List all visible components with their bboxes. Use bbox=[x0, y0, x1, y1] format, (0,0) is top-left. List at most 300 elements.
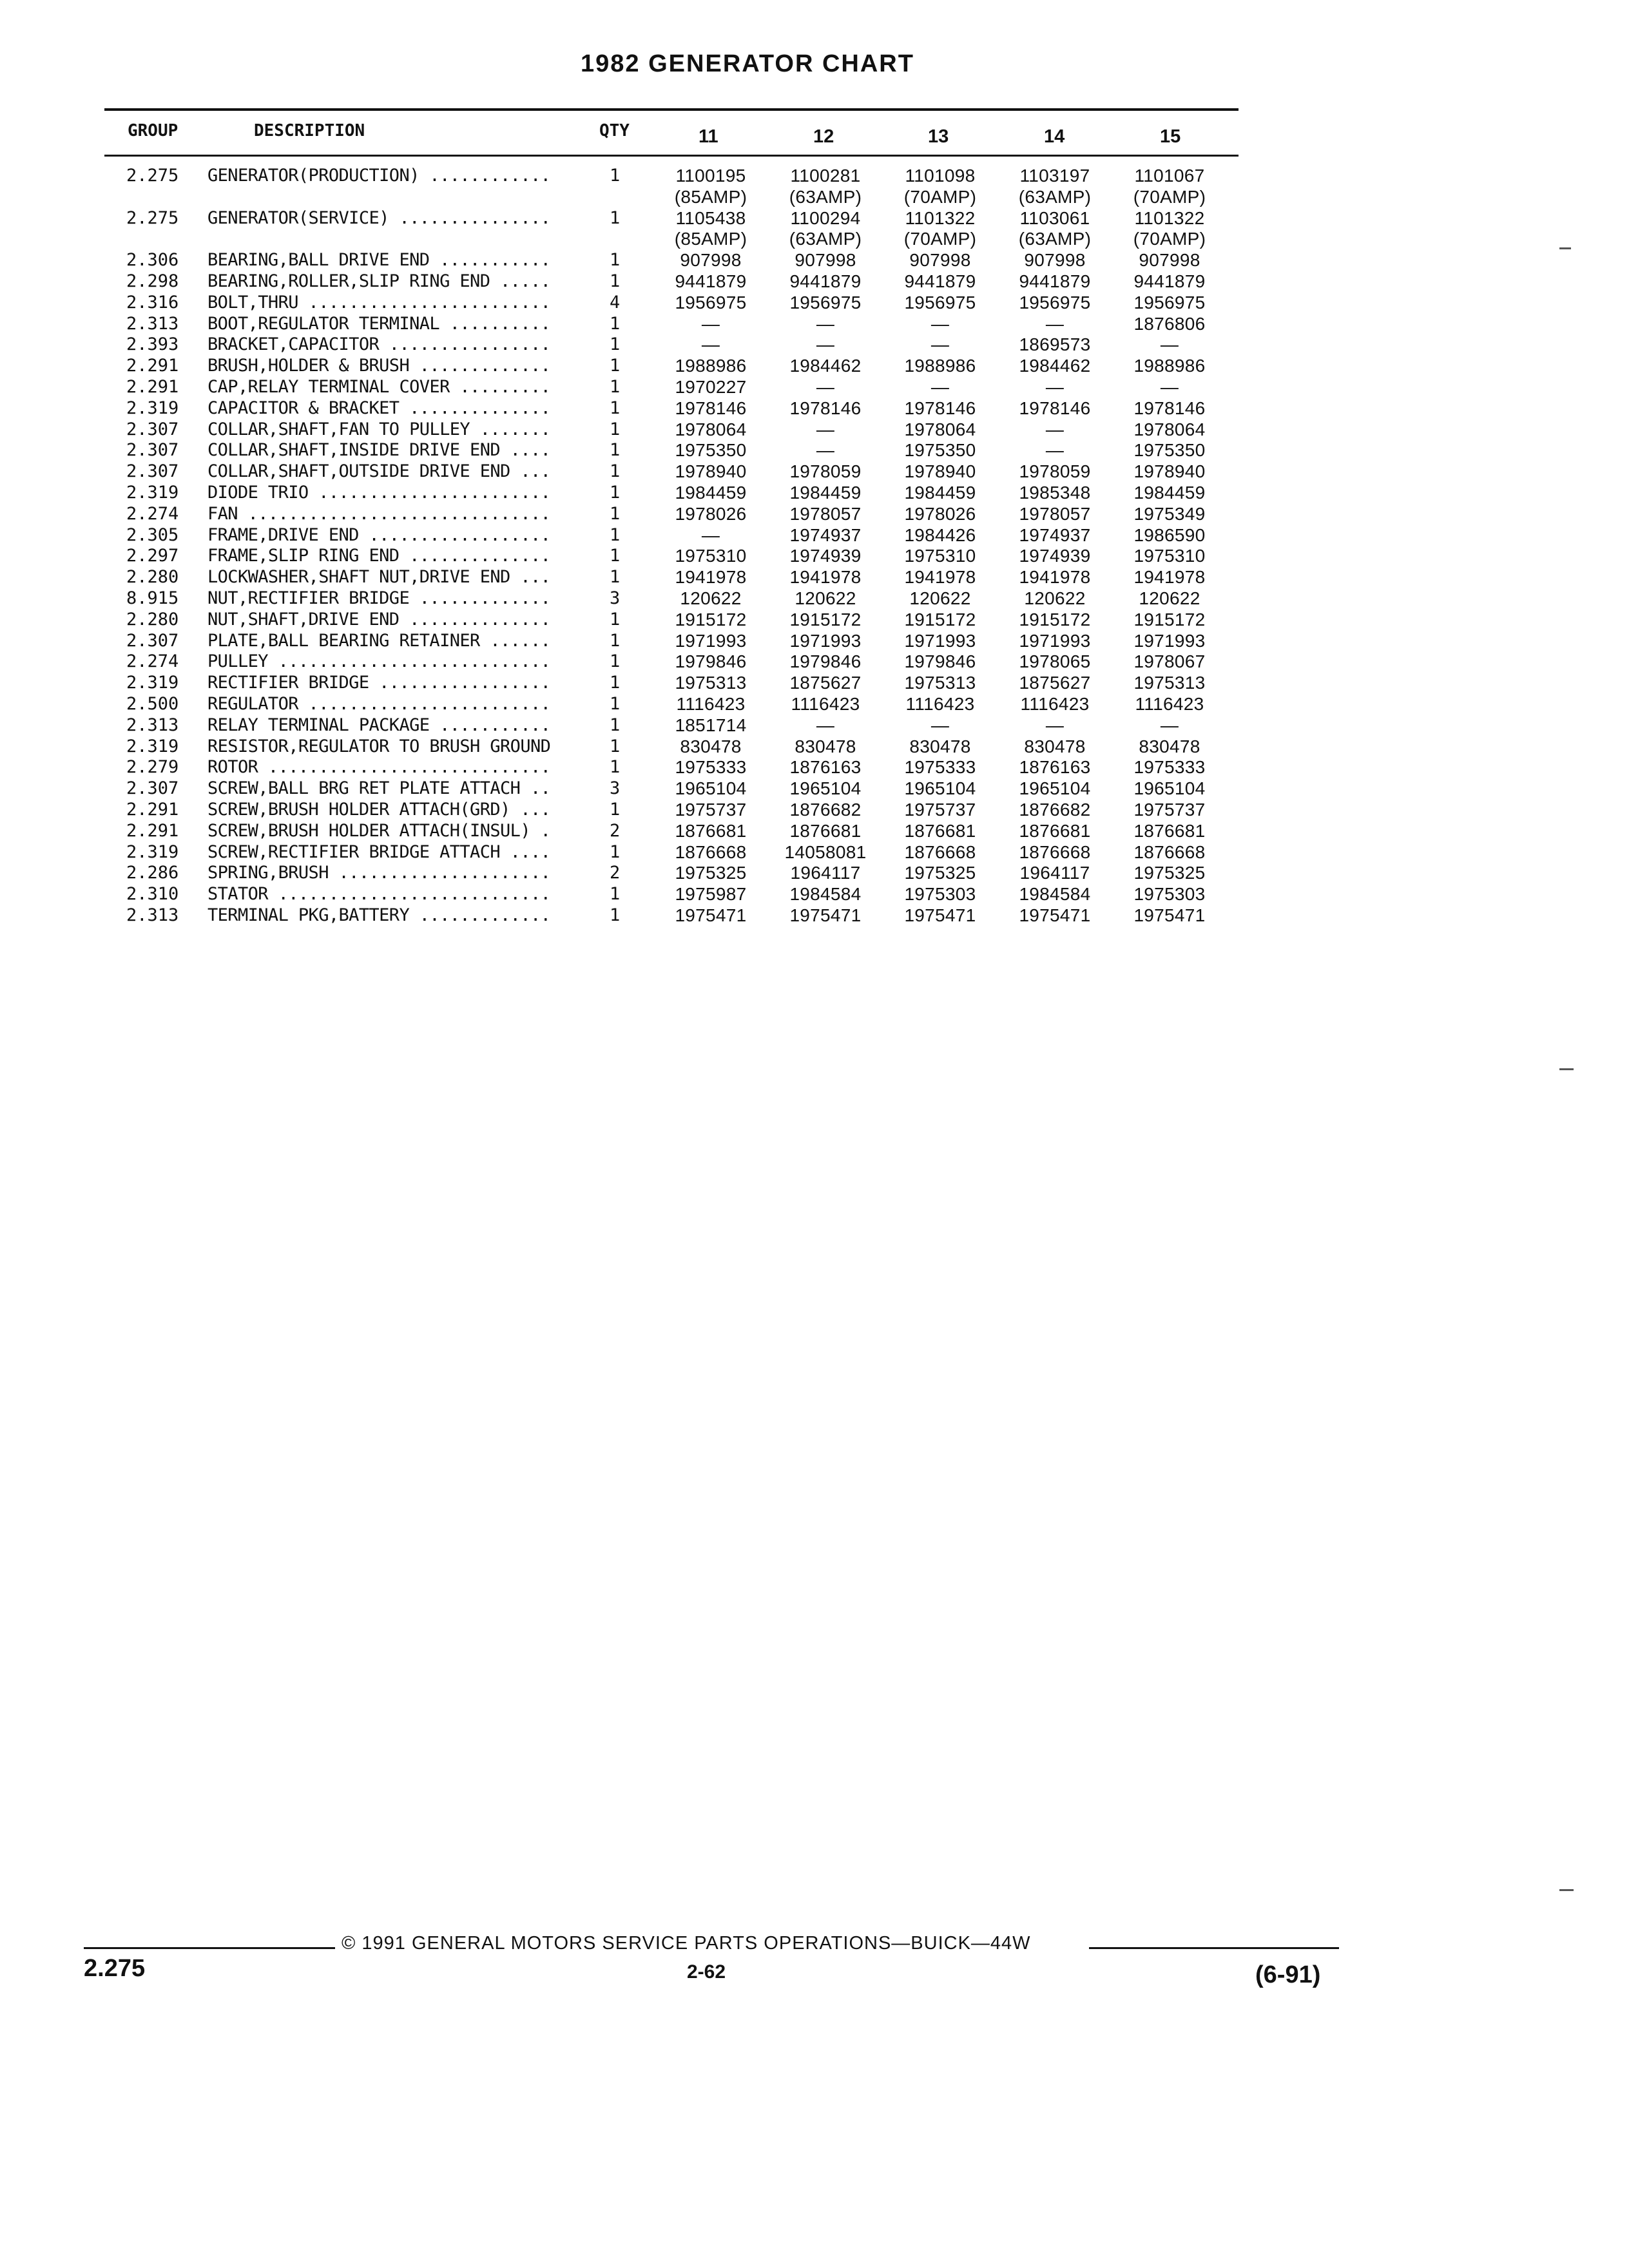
part-number-cell: 1116423 bbox=[1020, 693, 1090, 714]
qty-cell: 1 bbox=[610, 334, 621, 355]
part-number-cell: 1103061 bbox=[1019, 207, 1090, 228]
part-number-cell: — bbox=[816, 334, 835, 355]
part-number-cell: 1975313 bbox=[1133, 673, 1206, 693]
part-number-cell: 1965104 bbox=[675, 778, 747, 799]
part-number-cell: 120622 bbox=[680, 588, 742, 608]
part-number-cell: 1100294 bbox=[790, 207, 861, 228]
page-title: 1982 GENERATOR CHART bbox=[581, 50, 914, 77]
part-number-cell: 1956975 bbox=[1019, 292, 1091, 312]
part-number-cell: 1975303 bbox=[904, 884, 976, 905]
table-row bbox=[0, 736, 1629, 758]
scan-mark bbox=[1559, 1068, 1574, 1070]
table-row bbox=[0, 757, 1629, 778]
qty-cell: 1 bbox=[610, 271, 621, 291]
table-row bbox=[0, 208, 1629, 229]
part-number-cell: — bbox=[816, 419, 835, 439]
part-number-cell: 1876668 bbox=[1133, 841, 1206, 862]
part-number-cell: 1101322 bbox=[1134, 207, 1205, 228]
description-cell: FAN .............................. bbox=[207, 503, 551, 524]
footer-group-ref: 2.275 bbox=[84, 1955, 146, 1982]
table-row bbox=[0, 461, 1629, 483]
part-number-cell: 9441879 bbox=[675, 271, 747, 291]
description-cell: BOLT,THRU ........................ bbox=[207, 292, 551, 312]
qty-cell: 1 bbox=[610, 905, 621, 925]
description-cell: SCREW,BRUSH HOLDER ATTACH(GRD) ... bbox=[207, 799, 551, 820]
part-number-cell: (63AMP) bbox=[789, 229, 862, 249]
group-cell: 2.306 bbox=[126, 250, 179, 271]
group-cell: 2.305 bbox=[126, 524, 179, 545]
part-number-cell: 1978146 bbox=[1133, 398, 1206, 418]
part-number-cell: 1978026 bbox=[904, 503, 976, 524]
part-number-cell: 1876681 bbox=[1133, 820, 1206, 841]
group-cell: 2.319 bbox=[126, 673, 179, 693]
qty-cell: 1 bbox=[610, 884, 621, 905]
qty-cell: 1 bbox=[610, 757, 621, 778]
description-cell: COLLAR,SHAFT,OUTSIDE DRIVE END ... bbox=[207, 461, 551, 482]
qty-cell: 1 bbox=[610, 673, 621, 693]
part-number-cell: 1116423 bbox=[676, 693, 746, 714]
group-cell: 2.291 bbox=[126, 799, 179, 820]
description-cell: COLLAR,SHAFT,FAN TO PULLEY ....... bbox=[207, 419, 551, 439]
qty-cell: 1 bbox=[610, 313, 621, 334]
part-number-cell: 1979846 bbox=[675, 651, 747, 672]
description-cell: LOCKWASHER,SHAFT NUT,DRIVE END ... bbox=[207, 567, 551, 588]
group-cell: 2.286 bbox=[126, 863, 179, 883]
part-number-cell: 907998 bbox=[795, 250, 856, 271]
part-number-cell: 1975313 bbox=[675, 673, 747, 693]
part-number-cell: 1941978 bbox=[675, 567, 747, 588]
part-number-cell: 1965104 bbox=[904, 778, 976, 799]
part-number-cell: 1915172 bbox=[1019, 609, 1091, 629]
qty-cell: 1 bbox=[610, 250, 621, 271]
part-number-cell: 120622 bbox=[1139, 588, 1200, 608]
part-number-cell: 9441879 bbox=[789, 271, 862, 291]
qty-cell: 1 bbox=[610, 630, 621, 651]
group-cell: 2.307 bbox=[126, 419, 179, 439]
part-number-cell: 1100281 bbox=[790, 166, 861, 186]
part-number-cell: 1876681 bbox=[904, 820, 976, 841]
part-number-cell: 1975471 bbox=[904, 905, 976, 925]
table-row bbox=[0, 250, 1629, 271]
table-row bbox=[0, 842, 1629, 863]
part-number-cell: 1986590 bbox=[1133, 524, 1206, 545]
part-number-cell: 1984459 bbox=[904, 482, 976, 503]
part-number-cell: 1876668 bbox=[1019, 841, 1091, 862]
part-number-cell: 1978146 bbox=[789, 398, 862, 418]
part-number-cell: 1975471 bbox=[1133, 905, 1206, 925]
part-number-cell: (70AMP) bbox=[903, 229, 977, 249]
part-number-cell: 1974939 bbox=[789, 546, 862, 566]
part-number-cell: — bbox=[1160, 376, 1179, 397]
group-cell: 2.313 bbox=[126, 313, 179, 334]
part-number-cell: 1979846 bbox=[904, 651, 976, 672]
table-row bbox=[0, 588, 1629, 610]
part-number-cell: 1975325 bbox=[1133, 863, 1206, 883]
part-number-cell: 1978940 bbox=[675, 461, 747, 482]
qty-cell: 1 bbox=[610, 482, 621, 503]
qty-cell: 1 bbox=[610, 609, 621, 629]
part-number-cell: 1101098 bbox=[905, 166, 976, 186]
part-number-cell: 1975325 bbox=[675, 863, 747, 883]
table-row bbox=[0, 694, 1629, 715]
part-number-cell: — bbox=[1045, 440, 1065, 461]
part-number-cell: 9441879 bbox=[1019, 271, 1091, 291]
qty-cell: 1 bbox=[610, 398, 621, 418]
qty-cell: 1 bbox=[610, 651, 621, 672]
description-cell: NUT,SHAFT,DRIVE END .............. bbox=[207, 609, 551, 629]
part-number-cell: 1978064 bbox=[675, 419, 747, 439]
group-cell: 2.319 bbox=[126, 841, 179, 862]
group-cell: 2.280 bbox=[126, 609, 179, 629]
part-number-cell: — bbox=[930, 376, 950, 397]
part-number-cell: (63AMP) bbox=[1018, 186, 1092, 207]
description-cell: BRUSH,HOLDER & BRUSH ............. bbox=[207, 356, 551, 376]
table-row bbox=[0, 187, 1629, 208]
part-number-cell: 1971993 bbox=[904, 630, 976, 651]
part-number-cell: 1978940 bbox=[904, 461, 976, 482]
part-number-cell: 1876681 bbox=[675, 820, 747, 841]
part-number-cell: 1978059 bbox=[1019, 461, 1091, 482]
part-number-cell: 1869573 bbox=[1019, 334, 1091, 355]
part-number-cell: 907998 bbox=[909, 250, 971, 271]
table-row bbox=[0, 356, 1629, 377]
qty-cell: 1 bbox=[610, 524, 621, 545]
part-number-cell: 1965104 bbox=[1133, 778, 1206, 799]
part-number-cell: 1970227 bbox=[675, 376, 747, 397]
description-cell: SCREW,BRUSH HOLDER ATTACH(INSUL) . bbox=[207, 820, 551, 841]
part-number-cell: 1975471 bbox=[675, 905, 747, 925]
part-number-cell: 1105438 bbox=[675, 207, 746, 228]
qty-cell: 2 bbox=[610, 863, 621, 883]
part-number-cell: 1941978 bbox=[904, 567, 976, 588]
group-cell: 2.274 bbox=[126, 503, 179, 524]
part-number-cell: 1974939 bbox=[1019, 546, 1091, 566]
part-number-cell: 1876682 bbox=[789, 799, 862, 820]
part-number-cell: (70AMP) bbox=[1133, 229, 1206, 249]
part-number-cell: 1988986 bbox=[904, 356, 976, 376]
description-cell: BRACKET,CAPACITOR ................ bbox=[207, 334, 551, 355]
part-number-cell: 1971993 bbox=[789, 630, 862, 651]
group-cell: 2.291 bbox=[126, 820, 179, 841]
qty-cell: 1 bbox=[610, 841, 621, 862]
part-number-cell: 1941978 bbox=[789, 567, 862, 588]
part-number-cell: — bbox=[930, 334, 950, 355]
table-row bbox=[0, 610, 1629, 631]
part-number-cell: — bbox=[816, 715, 835, 735]
part-number-cell: 1956975 bbox=[675, 292, 747, 312]
part-number-cell: — bbox=[930, 313, 950, 334]
part-number-cell: 1116423 bbox=[791, 693, 860, 714]
part-number-cell: 1975471 bbox=[1019, 905, 1091, 925]
part-number-cell: 1975313 bbox=[904, 673, 976, 693]
group-cell: 2.307 bbox=[126, 778, 179, 799]
part-number-cell: — bbox=[1045, 715, 1065, 735]
table-row bbox=[0, 863, 1629, 884]
part-number-cell: — bbox=[816, 440, 835, 461]
table-row bbox=[0, 440, 1629, 461]
table-row bbox=[0, 905, 1629, 927]
qty-cell: 4 bbox=[610, 292, 621, 312]
part-number-cell: 1915172 bbox=[789, 609, 862, 629]
table-row bbox=[0, 673, 1629, 694]
table-row bbox=[0, 525, 1629, 546]
qty-cell: 2 bbox=[610, 820, 621, 841]
group-cell: 2.319 bbox=[126, 482, 179, 503]
part-number-cell: 1876681 bbox=[789, 820, 862, 841]
group-cell: 2.291 bbox=[126, 376, 179, 397]
part-number-cell: 9441879 bbox=[904, 271, 976, 291]
part-number-cell: 1975333 bbox=[904, 757, 976, 778]
part-number-cell: 1876163 bbox=[1019, 757, 1091, 778]
group-cell: 2.291 bbox=[126, 356, 179, 376]
table-row bbox=[0, 229, 1629, 250]
table-row bbox=[0, 504, 1629, 525]
part-number-cell: 1975737 bbox=[904, 799, 976, 820]
description-cell: GENERATOR(SERVICE) ............... bbox=[207, 207, 551, 228]
part-number-cell: 1941978 bbox=[1019, 567, 1091, 588]
part-number-cell: — bbox=[1045, 376, 1065, 397]
group-cell: 2.393 bbox=[126, 334, 179, 355]
part-number-cell: 830478 bbox=[795, 736, 856, 756]
part-number-cell: (85AMP) bbox=[674, 186, 747, 207]
description-cell: CAP,RELAY TERMINAL COVER ......... bbox=[207, 376, 551, 397]
qty-cell: 1 bbox=[610, 715, 621, 735]
table-row bbox=[0, 166, 1629, 187]
qty-cell: 1 bbox=[610, 503, 621, 524]
part-number-cell: 1978059 bbox=[789, 461, 862, 482]
group-cell: 2.280 bbox=[126, 567, 179, 588]
table-row bbox=[0, 651, 1629, 673]
part-number-cell: 1100195 bbox=[675, 166, 746, 186]
description-cell: NUT,RECTIFIER BRIDGE ............. bbox=[207, 588, 551, 608]
group-cell: 2.500 bbox=[126, 693, 179, 714]
header-col-14: 14 bbox=[1044, 126, 1065, 147]
part-number-cell: 1975310 bbox=[675, 546, 747, 566]
part-number-cell: 1984462 bbox=[789, 356, 862, 376]
part-number-cell: 1975333 bbox=[675, 757, 747, 778]
part-number-cell: 120622 bbox=[1024, 588, 1086, 608]
part-number-cell: 1975350 bbox=[675, 440, 747, 461]
group-cell: 2.298 bbox=[126, 271, 179, 291]
description-cell: BEARING,ROLLER,SLIP RING END ..... bbox=[207, 271, 551, 291]
part-number-cell: — bbox=[930, 715, 950, 735]
part-number-cell: 1101322 bbox=[905, 207, 976, 228]
part-number-cell: 1975333 bbox=[1133, 757, 1206, 778]
part-number-cell: 1978146 bbox=[1019, 398, 1091, 418]
part-number-cell: 1876668 bbox=[904, 841, 976, 862]
part-number-cell: 1978026 bbox=[675, 503, 747, 524]
part-number-cell: 1956975 bbox=[904, 292, 976, 312]
group-cell: 2.275 bbox=[126, 207, 179, 228]
part-number-cell: — bbox=[701, 334, 720, 355]
part-number-cell: 1915172 bbox=[675, 609, 747, 629]
qty-cell: 1 bbox=[610, 356, 621, 376]
part-number-cell: — bbox=[701, 524, 720, 545]
part-number-cell: 1975987 bbox=[675, 884, 747, 905]
part-number-cell: — bbox=[701, 313, 720, 334]
group-cell: 2.313 bbox=[126, 905, 179, 925]
part-number-cell: 830478 bbox=[909, 736, 971, 756]
header-group: GROUP bbox=[128, 121, 178, 140]
description-cell: STATOR ........................... bbox=[207, 884, 551, 905]
revision-date: (6-91) bbox=[1255, 1961, 1321, 1988]
part-number-cell: 1984584 bbox=[789, 884, 862, 905]
description-cell: REGULATOR ........................ bbox=[207, 693, 551, 714]
header-col-15: 15 bbox=[1160, 126, 1181, 147]
part-number-cell: 830478 bbox=[1024, 736, 1086, 756]
part-number-cell: 1984459 bbox=[789, 482, 862, 503]
part-number-cell: 1971993 bbox=[1019, 630, 1091, 651]
part-number-cell: 1975349 bbox=[1133, 503, 1206, 524]
part-number-cell: 1984459 bbox=[675, 482, 747, 503]
part-number-cell: (70AMP) bbox=[903, 186, 977, 207]
table-row bbox=[0, 483, 1629, 504]
description-cell: PULLEY ........................... bbox=[207, 651, 551, 672]
scan-mark bbox=[1559, 247, 1571, 249]
part-number-cell: 1876806 bbox=[1133, 313, 1206, 334]
part-number-cell: 1978067 bbox=[1133, 651, 1206, 672]
part-number-cell: 1971993 bbox=[675, 630, 747, 651]
description-cell: RESISTOR,REGULATOR TO BRUSH GROUND bbox=[207, 736, 551, 756]
part-number-cell: 1984426 bbox=[904, 524, 976, 545]
part-number-cell: 9441879 bbox=[1133, 271, 1206, 291]
qty-cell: 1 bbox=[610, 799, 621, 820]
part-number-cell: 1116423 bbox=[1135, 693, 1204, 714]
part-number-cell: 1978064 bbox=[904, 419, 976, 439]
group-cell: 2.319 bbox=[126, 736, 179, 756]
part-number-cell: — bbox=[816, 313, 835, 334]
qty-cell: 3 bbox=[610, 778, 621, 799]
description-cell: SCREW,RECTIFIER BRIDGE ATTACH .... bbox=[207, 841, 551, 862]
part-number-cell: 830478 bbox=[1139, 736, 1200, 756]
group-cell: 2.279 bbox=[126, 757, 179, 778]
part-number-cell: 1851714 bbox=[675, 715, 747, 735]
part-number-cell: 1975310 bbox=[904, 546, 976, 566]
part-number-cell: 1975471 bbox=[789, 905, 862, 925]
group-cell: 2.307 bbox=[126, 461, 179, 482]
group-cell: 2.274 bbox=[126, 651, 179, 672]
group-cell: 2.275 bbox=[126, 166, 179, 186]
group-cell: 2.310 bbox=[126, 884, 179, 905]
header-qty: QTY bbox=[599, 121, 630, 140]
part-number-cell: 1956975 bbox=[789, 292, 862, 312]
part-number-cell: — bbox=[1045, 419, 1065, 439]
part-number-cell: 1975737 bbox=[1133, 799, 1206, 820]
part-number-cell: (63AMP) bbox=[1018, 229, 1092, 249]
part-number-cell: 1988986 bbox=[675, 356, 747, 376]
group-cell: 2.316 bbox=[126, 292, 179, 312]
table-row bbox=[0, 800, 1629, 821]
table-row bbox=[0, 377, 1629, 398]
part-number-cell: 1975325 bbox=[904, 863, 976, 883]
header-bottom-rule bbox=[104, 155, 1239, 157]
description-cell: DIODE TRIO ....................... bbox=[207, 482, 551, 503]
group-cell: 2.313 bbox=[126, 715, 179, 735]
part-number-cell: 907998 bbox=[680, 250, 742, 271]
part-number-cell: 1101067 bbox=[1134, 166, 1205, 186]
description-cell: RECTIFIER BRIDGE ................. bbox=[207, 673, 551, 693]
part-number-cell: 1978057 bbox=[789, 503, 862, 524]
qty-cell: 1 bbox=[610, 166, 621, 186]
part-number-cell: 1965104 bbox=[789, 778, 862, 799]
table-row bbox=[0, 293, 1629, 314]
group-cell: 2.307 bbox=[126, 630, 179, 651]
part-number-cell: 1978940 bbox=[1133, 461, 1206, 482]
description-cell: BOOT,REGULATOR TERMINAL .......... bbox=[207, 313, 551, 334]
footer-rule-left bbox=[84, 1947, 335, 1949]
part-number-cell: 1964117 bbox=[1019, 863, 1090, 883]
qty-cell: 1 bbox=[610, 207, 621, 228]
qty-cell: 1 bbox=[610, 419, 621, 439]
part-number-cell: 1975303 bbox=[1133, 884, 1206, 905]
copyright-text: © 1991 GENERAL MOTORS SERVICE PARTS OPERATIONS—BUICK—44W bbox=[342, 1933, 1031, 1954]
part-number-cell: 1978065 bbox=[1019, 651, 1091, 672]
part-number-cell: 1975350 bbox=[1133, 440, 1206, 461]
part-number-cell: 14058081 bbox=[784, 841, 867, 862]
page-number: 2-62 bbox=[687, 1961, 726, 1983]
table-row bbox=[0, 567, 1629, 588]
group-cell: 2.307 bbox=[126, 440, 179, 461]
description-cell: SPRING,BRUSH ..................... bbox=[207, 863, 551, 883]
description-cell: FRAME,DRIVE END .................. bbox=[207, 524, 551, 545]
table-row bbox=[0, 314, 1629, 335]
description-cell: FRAME,SLIP RING END .............. bbox=[207, 546, 551, 566]
header-top-rule bbox=[104, 108, 1239, 111]
qty-cell: 1 bbox=[610, 567, 621, 588]
part-number-cell: (63AMP) bbox=[789, 186, 862, 207]
part-number-cell: 1956975 bbox=[1133, 292, 1206, 312]
qty-cell: 1 bbox=[610, 736, 621, 756]
part-number-cell: 1985348 bbox=[1019, 482, 1091, 503]
table-row bbox=[0, 778, 1629, 800]
part-number-cell: 1974937 bbox=[1019, 524, 1091, 545]
part-number-cell: 1876668 bbox=[675, 841, 747, 862]
table-row bbox=[0, 715, 1629, 736]
part-number-cell: 907998 bbox=[1024, 250, 1086, 271]
description-cell: ROTOR ............................ bbox=[207, 757, 551, 778]
part-number-cell: 1876163 bbox=[789, 757, 862, 778]
part-number-cell: 1984584 bbox=[1019, 884, 1091, 905]
description-cell: BEARING,BALL DRIVE END ........... bbox=[207, 250, 551, 271]
part-number-cell: — bbox=[1160, 715, 1179, 735]
part-number-cell: 1978146 bbox=[904, 398, 976, 418]
description-cell: PLATE,BALL BEARING RETAINER ...... bbox=[207, 630, 551, 651]
header-col-13: 13 bbox=[928, 126, 949, 147]
qty-cell: 1 bbox=[610, 440, 621, 461]
part-number-cell: 1975310 bbox=[1133, 546, 1206, 566]
part-number-cell: 1964117 bbox=[790, 863, 861, 883]
part-number-cell: 1978064 bbox=[1133, 419, 1206, 439]
part-number-cell: 1103197 bbox=[1019, 166, 1090, 186]
part-number-cell: 1975737 bbox=[675, 799, 747, 820]
table-row bbox=[0, 334, 1629, 356]
part-number-cell: — bbox=[1045, 313, 1065, 334]
part-number-cell: 1965104 bbox=[1019, 778, 1091, 799]
description-cell: SCREW,BALL BRG RET PLATE ATTACH .. bbox=[207, 778, 551, 799]
header-col-12: 12 bbox=[813, 126, 834, 147]
part-number-cell: (85AMP) bbox=[674, 229, 747, 249]
table-row bbox=[0, 419, 1629, 441]
part-number-cell: 1984459 bbox=[1133, 482, 1206, 503]
part-number-cell: 1875627 bbox=[789, 673, 862, 693]
part-number-cell: 1876682 bbox=[1019, 799, 1091, 820]
part-number-cell: 1978057 bbox=[1019, 503, 1091, 524]
part-number-cell: 1876681 bbox=[1019, 820, 1091, 841]
part-number-cell: — bbox=[816, 376, 835, 397]
part-number-cell: 120622 bbox=[795, 588, 856, 608]
part-number-cell: 1915172 bbox=[1133, 609, 1206, 629]
header-col-11: 11 bbox=[699, 126, 718, 147]
